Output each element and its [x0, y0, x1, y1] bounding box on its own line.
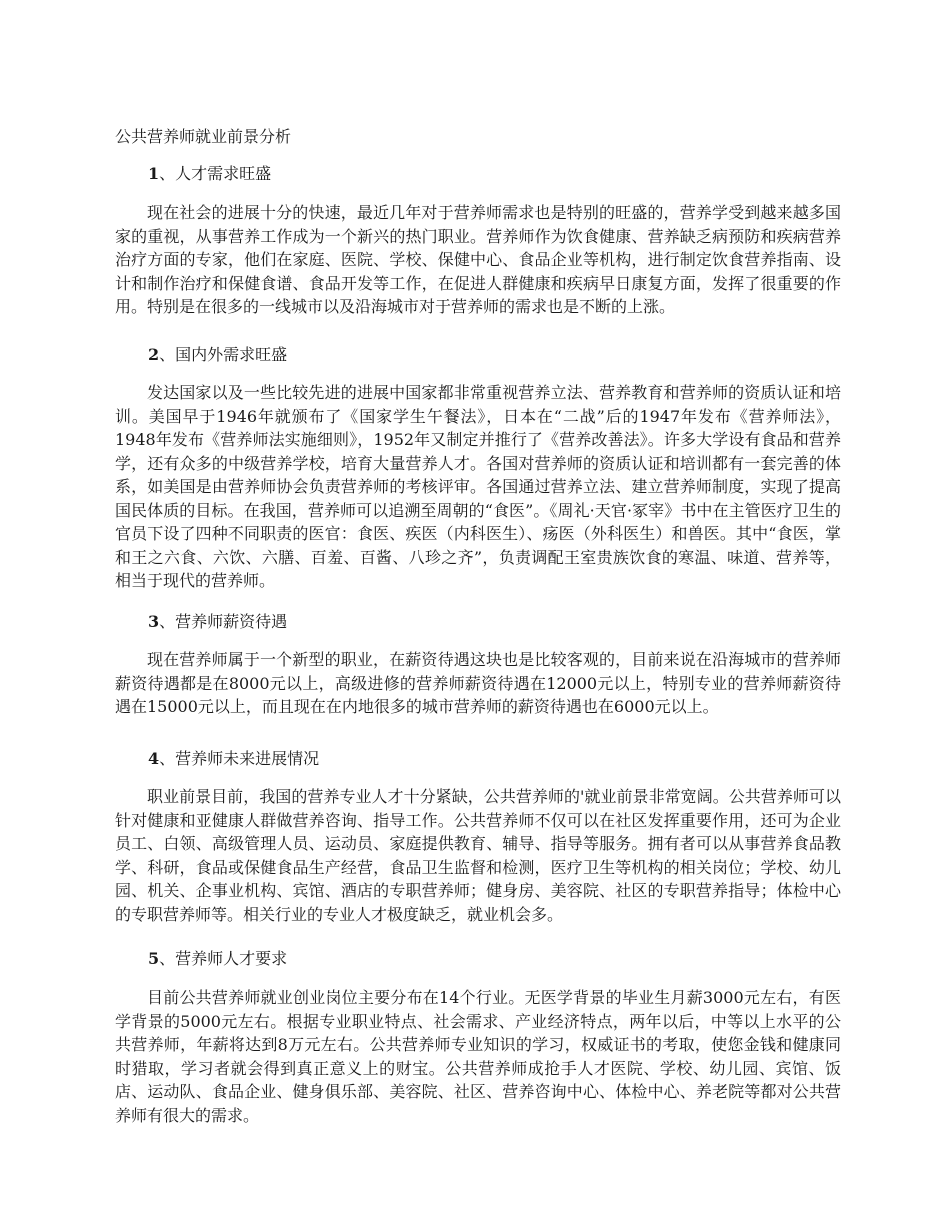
section-heading-5: [148, 948, 287, 970]
section-number: 1: [148, 164, 160, 183]
section-paragraph-2: 发达国家以及一些比较先进的进展中国家都非常重视营养立法、营养教育和营养师的资质认证和培训。美国早于1946年就颁布了《国家学生午餐法》，日本在“二战”后的1947年发布《营养师法》，1948年发布《营养师法实施细则》，1952年又制定并推行了《营养改善法》。许多大学设有食品和营养学，还有众多的中级营养学校，培育大量营养人才。各国对营养师的资质认证和培训都有一套完善的体系，如美国是由营养师协会负责营养师的考核评审。各国通过营养立法、建立营养师制度，实现了提高国民体质的目标。在我国，营养师可以追溯至周朝的“食医”。《周礼·天官·冢宰》书中在主管医疗卫生的官员下设了四种不同职责的医官：食医、疾医（内科医生）、疡医（外科医生）和兽医。其中“食医，掌和王之六食、六饮、六膳、百羞、百酱、八珍之齐”，负责调配王室贵族饮食的寒温、味道、营养等，相当于现代的营养师。: [115, 383, 841, 590]
section-heading-text: 、国内外需求旺盛: [159, 345, 288, 364]
section-paragraph-5: 目前公共营养师就业创业岗位主要分布在14个行业。无医学背景的毕业生月薪3000元左右，有医学背景的5000元左右。根据专业职业特点、社会需求、产业经济特点，两年以后，中等以上水平的公共营养师，年薪将达到8万元左右。公共营养师专业知识的学习，权威证书的考取，使您金钱和健康同时猎取，学习者就会得到真正意义上的财宝。公共营养师成抢手人才医院、学校、幼儿园、宾馆、饭店、运动队、食品企业、健身俱乐部、美容院、社区、营养咨询中心、体检中心、养老院等都对公共营养师有很大的需求。: [115, 988, 841, 1125]
section-paragraph-3: 现在营养师属于一个新型的职业，在薪资待遇这块也是比较客观的，目前来说在沿海城市的营养师薪资待遇都是在8000元以上，高级进修的营养师薪资待遇在12000元以上，特别专业的营养师薪资待遇在15000元以上，而且现在在内地很多的城市营养师的薪资待遇也在6000元以上。: [115, 650, 841, 716]
document-title: 公共营养师就业前景分析: [115, 127, 292, 146]
section-heading-text: 、营养师人才要求: [159, 949, 288, 968]
section-heading-2: [148, 344, 287, 366]
section-paragraph-4: 职业前景目前，我国的营养专业人才十分紧缺，公共营养师的'就业前景非常宽阔。公共营养师可以针对健康和亚健康人群做营养咨询、指导工作。公共营养师不仅可以在社区发挥重要作用，还可为企业员工、白领、高级管理人员、运动员、家庭提供教育、辅导、指导等服务。拥有者可以从事营养食品教学、科研，食品或保健食品生产经营，食品卫生监督和检测，医疗卫生等机构的相关岗位；学校、幼儿园、机关、企事业机构、宾馆、酒店的专职营养师；健身房、美容院、社区的专职营养指导；体检中心的专职营养师等。相关行业的专业人才极度缺乏，就业机会多。: [115, 787, 841, 924]
section-number: 2: [148, 345, 160, 364]
section-heading-3: [148, 611, 287, 633]
section-number: 4: [148, 749, 160, 768]
section-heading-text: 、营养师薪资待遇: [159, 612, 288, 631]
section-heading-1: [148, 163, 271, 185]
section-heading-text: 、营养师未来进展情况: [159, 749, 320, 768]
section-number: 3: [148, 612, 160, 631]
section-paragraph-1: 现在社会的进展十分的快速，最近几年对于营养师需求也是特别的旺盛的，营养学受到越来越多国家的重视，从事营养工作成为一个新兴的热门职业。营养师作为饮食健康、营养缺乏病预防和疾病营养治疗方面的专家，他们在家庭、医院、学校、保健中心、食品企业等机构，进行制定饮食营养指南、设计和制作治疗和保健食谱、食品开发等工作，在促进人群健康和疾病早日康复方面，发挥了很重要的作用。特别是在很多的一线城市以及沿海城市对于营养师的需求也是不断的上涨。: [115, 203, 841, 316]
section-heading-4: [148, 748, 319, 770]
section-heading-text: 、人才需求旺盛: [159, 164, 272, 183]
section-number: 5: [148, 949, 160, 968]
